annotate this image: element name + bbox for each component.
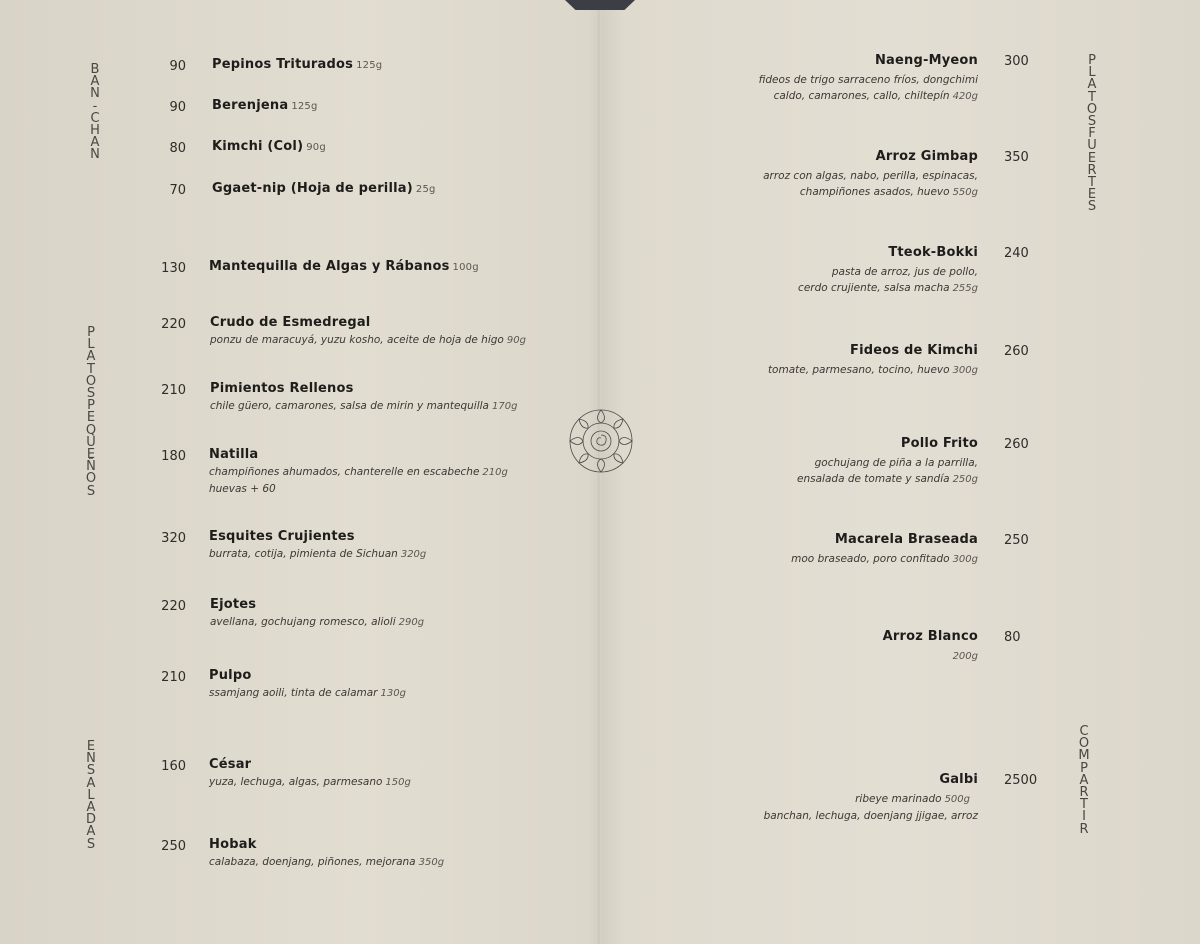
- menu-item-price: 160: [161, 759, 186, 774]
- menu-item: [648, 532, 978, 568]
- menu-item: [648, 343, 978, 379]
- section-label-letter: D: [85, 812, 96, 828]
- menu-item-name: [209, 757, 411, 772]
- section-label-letter: I: [1082, 809, 1086, 825]
- menu-item-name-text: Pepinos Triturados: [212, 57, 354, 72]
- menu-item-name: [210, 315, 526, 330]
- menu-item-name-text: Ggaet-nip (Hoja de perilla): [212, 181, 413, 196]
- section-label-letter: P: [87, 325, 95, 340]
- menu-item-description-text: moo braseado, poro confitado: [791, 553, 950, 565]
- menu-item-price: 260: [1004, 344, 1029, 359]
- section-label-letter: O: [1086, 101, 1098, 117]
- menu-item-name: [210, 597, 424, 612]
- menu-item-price: 250: [161, 839, 186, 854]
- menu-item-description: [209, 464, 508, 481]
- menu-item-description-text: ensalada de tomate y sandía: [797, 473, 950, 485]
- section-label-letter: C: [1079, 724, 1089, 739]
- section-label-letter: O: [85, 471, 97, 487]
- section-label-letter: C: [90, 110, 100, 126]
- section-label-letter: E: [1087, 187, 1097, 203]
- section-label-letter: T: [1088, 89, 1096, 105]
- section-label-letter: A: [1087, 77, 1097, 93]
- menu-item-price: 300: [1004, 54, 1029, 69]
- menu-item: [212, 57, 382, 72]
- section-label-letter: P: [1088, 53, 1096, 68]
- menu-item-description-text: avellana, gochujang romesco, alioli: [210, 616, 396, 628]
- section-label-ensaladas: [81, 741, 101, 851]
- menu-item: [209, 259, 479, 274]
- section-label-letter: T: [87, 361, 95, 377]
- section-label-letter: M: [1078, 748, 1090, 764]
- menu-item-price: 80: [169, 141, 186, 156]
- menu-item: [212, 139, 326, 154]
- menu-item-description-text: champiñones asados, huevo: [799, 186, 950, 198]
- menu-item-name-text: Crudo de Esmedregal: [210, 315, 371, 330]
- section-label-letter: P: [1080, 760, 1088, 776]
- menu-item-description: [648, 362, 978, 379]
- menu-item: [209, 757, 411, 791]
- menu-item-name: Naeng-Myeon: [874, 53, 978, 68]
- section-label-letter: A: [90, 74, 100, 90]
- section-label-letter: S: [86, 483, 96, 499]
- menu-item-name: Fideos de Kimchi: [850, 343, 978, 358]
- menu-item-name: Arroz Gimbap: [875, 149, 978, 164]
- section-label-letter: S: [1087, 199, 1097, 215]
- menu-item-weight: 90g: [506, 335, 526, 346]
- section-label-compartir: [1074, 726, 1094, 836]
- section-label-letter: Q: [85, 422, 97, 438]
- menu-item-name-text: Natilla: [209, 447, 259, 462]
- menu-item-weight: 290g: [398, 617, 425, 628]
- menu-item-description-text: pasta de arroz, jus de pollo,: [831, 266, 978, 278]
- menu-item-description: [648, 648, 978, 665]
- menu-item-description-line2: [648, 280, 978, 297]
- menu-item-name: [212, 181, 436, 196]
- menu-item: [212, 98, 318, 113]
- section-label-letter: H: [90, 123, 100, 139]
- menu-item-weight: 100g: [452, 262, 479, 273]
- section-label-letter: N: [90, 86, 100, 102]
- menu-item-weight: 125g: [291, 101, 318, 112]
- section-label-platos-fuertes: [1082, 55, 1102, 214]
- menu-item-name-text: Mantequilla de Algas y Rábanos: [209, 259, 450, 274]
- menu-item: [648, 149, 978, 201]
- menu-item-price: 90: [169, 59, 186, 74]
- menu-item-description-text: ponzu de maracuyá, yuzu kosho, aceite de hoja de higo: [210, 334, 504, 346]
- section-label-letter: A: [90, 135, 100, 151]
- menu-item: [648, 772, 978, 824]
- menu-item-description-text: caldo, camarones, callo, chiltepín: [773, 90, 950, 102]
- section-label-letter: U: [86, 434, 96, 450]
- menu-item-price: 210: [161, 670, 186, 685]
- menu-item-price: 260: [1004, 437, 1029, 452]
- menu-item: [648, 436, 978, 488]
- menu-item: [648, 53, 978, 105]
- menu-item: [648, 629, 978, 665]
- menu-item-name-text: Pimientos Rellenos: [210, 381, 354, 396]
- section-label-letter: E: [86, 410, 96, 426]
- menu-item-name-text: Pulpo: [209, 668, 252, 683]
- menu-item-price: 240: [1004, 246, 1029, 261]
- binding-notch: [565, 0, 635, 10]
- menu-item-description: [648, 791, 970, 808]
- menu-item-price: 90: [169, 100, 186, 115]
- menu-item: [648, 245, 978, 297]
- section-label-letter: L: [1088, 65, 1096, 81]
- section-label-letter: B: [90, 62, 100, 77]
- menu-item-name: Macarela Braseada: [834, 532, 978, 547]
- section-label-banchan: [85, 64, 105, 162]
- menu-item-description: [210, 614, 424, 631]
- section-label-letter: N: [90, 147, 100, 163]
- menu-item-name: [209, 837, 444, 852]
- menu-item-name: Galbi: [939, 772, 978, 787]
- menu-item-name-text: Berenjena: [212, 98, 289, 113]
- menu-item-weight: 90g: [306, 142, 326, 153]
- menu-item-description-text: ribeye marinado: [855, 793, 942, 805]
- mandala-ornament-icon: [568, 405, 634, 477]
- menu-item-weight: 250g: [952, 474, 978, 485]
- menu-item-description-line2: [648, 88, 978, 105]
- section-label-letter: F: [1088, 126, 1096, 142]
- menu-item-name: [209, 259, 479, 274]
- menu-item-price: 220: [161, 317, 186, 332]
- menu-item: [209, 668, 406, 702]
- menu-item-name: [212, 139, 326, 154]
- menu-item-description-text: gochujang de piña a la parrilla,: [814, 457, 978, 469]
- menu-item-name: Tteok-Bokki: [888, 245, 978, 260]
- menu-item-price: 320: [161, 531, 186, 546]
- section-label-letter: O: [85, 373, 97, 389]
- menu-item: [210, 315, 526, 349]
- section-label-letter: S: [86, 836, 96, 852]
- section-label-letter: U: [1087, 138, 1097, 154]
- section-label-letter: E: [86, 739, 96, 754]
- section-label-letter: S: [86, 763, 96, 779]
- menu-item-description: [209, 546, 426, 563]
- menu-item-description-text: cerdo crujiente, salsa macha: [798, 282, 950, 294]
- menu-item-description-text: ssamjang aoili, tinta de calamar: [209, 687, 378, 699]
- menu-item-price: 220: [161, 599, 186, 614]
- menu-item-weight: 320g: [400, 549, 427, 560]
- section-label-letter: O: [1078, 736, 1090, 752]
- section-label-letter: T: [1080, 797, 1088, 813]
- menu-item: [209, 447, 508, 497]
- section-label-letter: L: [87, 787, 95, 803]
- menu-item-description: [209, 685, 406, 702]
- menu-item: [210, 381, 517, 415]
- menu-item-name-text: Kimchi (Col): [212, 139, 304, 154]
- menu-item-weight: 500g: [944, 794, 970, 805]
- menu-item-description-text: arroz con algas, nabo, perilla, espinacas,: [763, 170, 978, 182]
- menu-item-price: 80: [1004, 630, 1021, 645]
- menu-item-weight: 125g: [356, 60, 383, 71]
- menu-item-extra: banchan, lechuga, doenjang jjigae, arroz: [763, 810, 978, 822]
- menu-item: [209, 837, 444, 871]
- menu-item-description-line2: [648, 184, 978, 201]
- menu-item-price: 130: [161, 261, 186, 276]
- section-label-letter: A: [86, 775, 96, 791]
- menu-item-description-text: tomate, parmesano, tocino, huevo: [767, 364, 950, 376]
- menu-item-description: [209, 854, 444, 871]
- section-label-letter: E: [86, 447, 96, 463]
- menu-item-price: 250: [1004, 533, 1029, 548]
- menu-item-description-text: fideos de trigo sarraceno fríos, dongchimi: [758, 74, 978, 86]
- menu-item-name-text: Hobak: [209, 837, 257, 852]
- menu-item-description-text: chile güero, camarones, salsa de mirin y mantequilla: [210, 400, 489, 412]
- section-label-letter: L: [87, 337, 95, 353]
- menu-item-name: Arroz Blanco: [882, 629, 978, 644]
- menu-item-description: [210, 332, 526, 349]
- menu-item-description-text: yuza, lechuga, algas, parmesano: [209, 776, 383, 788]
- menu-item-description-text: calabaza, doenjang, piñones, mejorana: [209, 856, 416, 868]
- menu-item-weight: 255g: [952, 283, 978, 294]
- menu-item-price: 70: [169, 183, 186, 198]
- section-label-letter: P: [87, 398, 95, 414]
- menu-item-price: 210: [161, 383, 186, 398]
- menu-item-description-text: burrata, cotija, pimienta de Sichuan: [209, 548, 398, 560]
- menu-item-description: [210, 398, 517, 415]
- menu-item-price: 2500: [1004, 773, 1038, 788]
- menu-item-weight: 130g: [380, 688, 406, 699]
- section-label-letter: A: [86, 824, 96, 840]
- menu-item-weight: 210g: [482, 467, 508, 478]
- menu-item-description: [648, 72, 978, 88]
- menu-item-name: [212, 57, 382, 72]
- menu-item-name: [210, 381, 517, 396]
- section-label-letter: Ñ: [86, 459, 96, 475]
- menu-item-weight: 300g: [952, 365, 978, 376]
- section-label-letter: A: [86, 800, 96, 816]
- section-label-letter: S: [86, 386, 96, 402]
- menu-item-name: [212, 98, 318, 113]
- section-label-letter: E: [1087, 150, 1097, 166]
- menu-item: [210, 597, 424, 631]
- menu-item-description: [648, 551, 978, 568]
- menu-item-name: Pollo Frito: [900, 436, 978, 451]
- section-label-letter: R: [1079, 821, 1089, 837]
- menu-item-description: [209, 774, 411, 791]
- menu-item-description: [648, 168, 978, 184]
- menu-item-name: [209, 668, 406, 683]
- menu-item-name: [209, 529, 426, 544]
- menu-item-name: [209, 447, 508, 462]
- menu-item-description: [648, 455, 978, 471]
- section-label-letter: A: [86, 349, 96, 365]
- section-label-platos-pequenos: [81, 327, 101, 498]
- section-label-letter: R: [1087, 162, 1097, 178]
- menu-item-name-text: César: [209, 757, 252, 772]
- menu-item-weight: 200g: [952, 651, 978, 662]
- section-label-letter: R: [1079, 785, 1089, 801]
- section-label-letter: A: [1079, 772, 1089, 788]
- menu-item-price: 180: [161, 449, 186, 464]
- menu-item-weight: 350g: [418, 857, 445, 868]
- menu-item-description-line2: [648, 471, 978, 488]
- menu-item-weight: 25g: [415, 184, 436, 195]
- menu-item-price: 350: [1004, 150, 1029, 165]
- section-label-letter: T: [1088, 175, 1096, 191]
- section-label-letter: N: [86, 751, 96, 767]
- menu-item-weight: 300g: [952, 554, 978, 565]
- menu-item-weight: 170g: [491, 401, 518, 412]
- section-label-letter: S: [1087, 114, 1097, 130]
- menu-item: [209, 529, 426, 563]
- menu-item-extra: huevas + 60: [209, 483, 276, 495]
- menu-item-weight: 420g: [952, 91, 978, 102]
- menu-item-name-text: Esquites Crujientes: [209, 529, 355, 544]
- menu-item-description: [648, 264, 978, 280]
- menu-item-weight: 550g: [952, 187, 978, 198]
- menu-item-description-text: champiñones ahumados, chanterelle en escabeche: [209, 466, 480, 478]
- menu-item: [212, 181, 436, 196]
- menu-item-weight: 150g: [385, 777, 411, 788]
- menu-item-name-text: Ejotes: [210, 597, 257, 612]
- section-label-letter: -: [92, 98, 98, 114]
